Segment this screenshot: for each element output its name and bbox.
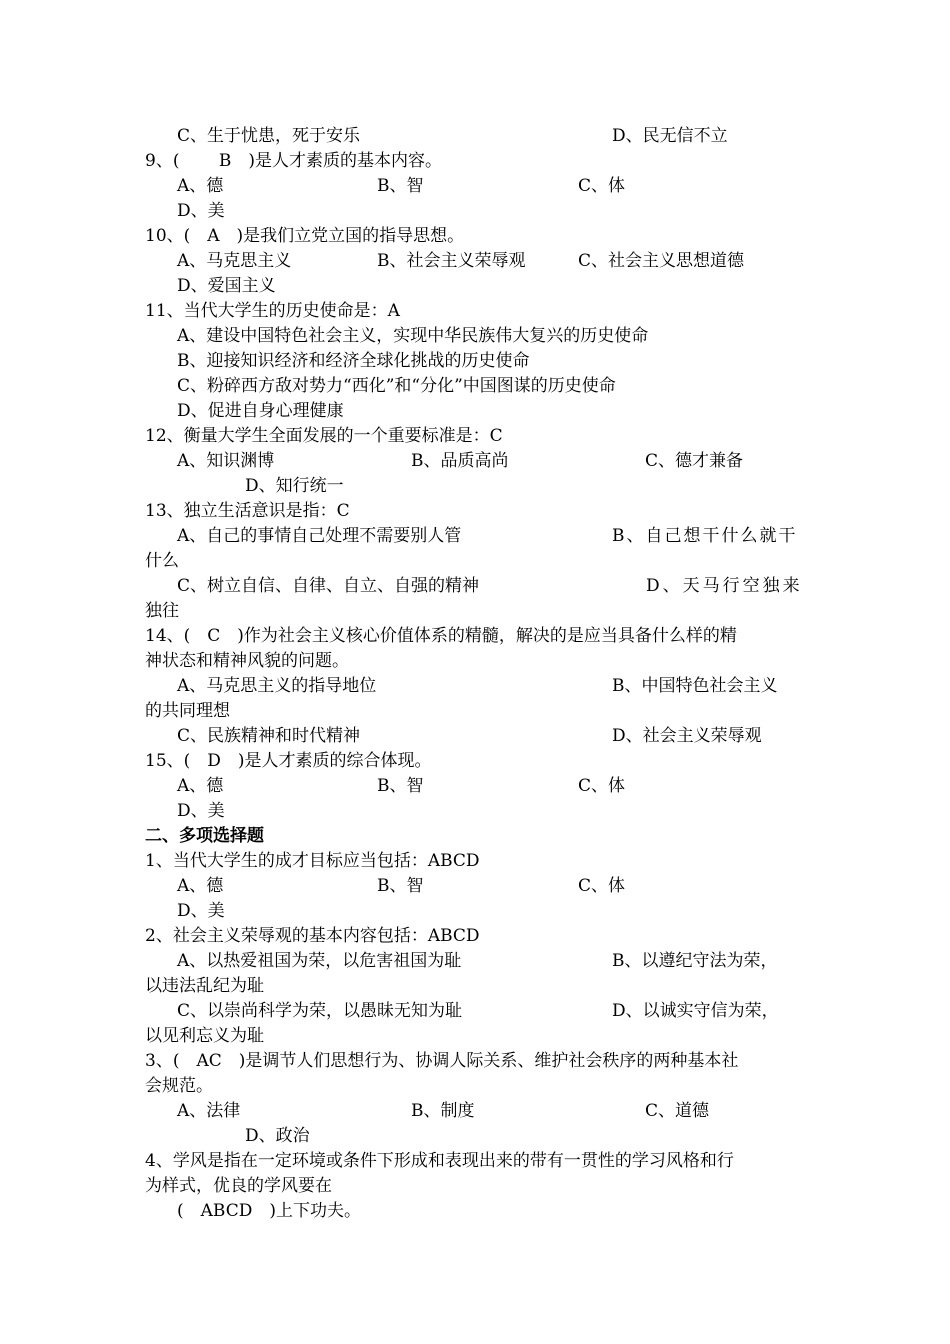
m4-stem: 4、学风是指在一定环境或条件下形成和表现出来的带有一贯性的学习风格和行 bbox=[145, 1151, 734, 1171]
q14-stem: 14、( C )作为社会主义核心价值体系的精髓，解决的是应当具备什么样的精 bbox=[145, 626, 737, 646]
m4-stem-answer: ( ABCD )上下功夫。 bbox=[177, 1201, 361, 1221]
q13-option-d-wrap: 独往 bbox=[145, 601, 179, 621]
q13-option-c: C、树立自信、自律、自立、自强的精神 bbox=[177, 576, 480, 596]
q8-option-c: C、生于忧患，死于安乐 bbox=[177, 126, 361, 146]
q12-option-c: C、德才兼备 bbox=[645, 451, 744, 471]
q13-options-row-1 bbox=[177, 524, 842, 549]
q11-option-d: D、促进自身心理健康 bbox=[177, 401, 344, 421]
m3-stem-wrap: 会规范。 bbox=[145, 1076, 213, 1096]
m3-option-b: B、制度 bbox=[411, 1101, 475, 1121]
q10-option-b: B、社会主义荣辱观 bbox=[377, 251, 526, 271]
m1-option-c: C、体 bbox=[578, 876, 626, 896]
m3-stem: 3、( AC )是调节人们思想行为、协调人际关系、维护社会秩序的两种基本社 bbox=[145, 1051, 739, 1071]
q14-options-row-1 bbox=[177, 674, 842, 699]
q14-option-c: C、民族精神和时代精神 bbox=[177, 726, 361, 746]
q15-options-row bbox=[177, 774, 842, 799]
section-heading: 二、多项选择题 bbox=[145, 826, 264, 846]
m3-option-c: C、道德 bbox=[645, 1101, 710, 1121]
q12-option-d: D、知行统一 bbox=[245, 476, 344, 496]
m2-option-d: D、以诚实守信为荣， bbox=[612, 1001, 779, 1021]
q10-option-a: A、马克思主义 bbox=[177, 251, 292, 271]
q12-option-a: A、知识渊博 bbox=[177, 451, 275, 471]
m1-option-d: D、美 bbox=[177, 901, 225, 921]
q15-option-d: D、美 bbox=[177, 801, 225, 821]
q14-option-b-wrap: 的共同理想 bbox=[145, 701, 230, 721]
q14-stem-wrap: 神状态和精神风貌的问题。 bbox=[145, 651, 349, 671]
q12-stem: 12、衡量大学生全面发展的一个重要标准是：C bbox=[145, 426, 503, 446]
q9-option-b: B、智 bbox=[377, 176, 424, 196]
m2-options-row-2 bbox=[177, 999, 842, 1024]
q13-option-a: A、自己的事情自己处理不需要别人管 bbox=[177, 526, 462, 546]
q8-options-row bbox=[177, 124, 842, 149]
m1-option-a: A、德 bbox=[177, 876, 224, 896]
m2-option-a: A、以热爱祖国为荣，以危害祖国为耻 bbox=[177, 951, 462, 971]
m2-option-b-wrap: 以违法乱纪为耻 bbox=[145, 976, 264, 996]
q9-stem: 9、( B )是人才素质的基本内容。 bbox=[145, 151, 442, 171]
q11-stem: 11、当代大学生的历史使命是：A bbox=[145, 301, 400, 321]
q9-options-row bbox=[177, 174, 842, 199]
m2-stem: 2、社会主义荣辱观的基本内容包括：ABCD bbox=[145, 926, 480, 946]
m3-option-a: A、法律 bbox=[177, 1101, 241, 1121]
q15-stem: 15、( D )是人才素质的综合体现。 bbox=[145, 751, 432, 771]
m2-option-b: B、以遵纪守法为荣， bbox=[612, 951, 778, 971]
q12-options-row bbox=[177, 449, 842, 474]
q13-options-row-2 bbox=[177, 574, 842, 599]
q13-option-d: D、天马行空独来 bbox=[646, 576, 803, 596]
q14-option-d: D、社会主义荣辱观 bbox=[612, 726, 762, 746]
m4-stem-wrap: 为样式，优良的学风要在 bbox=[145, 1176, 332, 1196]
q12-option-b: B、品质高尚 bbox=[411, 451, 509, 471]
q11-option-c: C、粉碎西方敌对势力“西化”和“分化”中国图谋的历史使命 bbox=[177, 376, 616, 396]
q8-option-d: D、民无信不立 bbox=[612, 126, 728, 146]
q11-option-a: A、建设中国特色社会主义，实现中华民族伟大复兴的历史使命 bbox=[177, 326, 649, 346]
q13-stem: 13、独立生活意识是指：C bbox=[145, 501, 350, 521]
q10-options-row bbox=[177, 249, 842, 274]
q14-options-row-2 bbox=[177, 724, 842, 749]
q11-option-b: B、迎接知识经济和经济全球化挑战的历史使命 bbox=[177, 351, 530, 371]
m1-stem: 1、当代大学生的成才目标应当包括：ABCD bbox=[145, 851, 480, 871]
m1-option-b: B、智 bbox=[377, 876, 424, 896]
m2-option-d-wrap: 以见利忘义为耻 bbox=[145, 1026, 264, 1046]
m3-option-d: D、政治 bbox=[245, 1126, 310, 1146]
m1-options-row bbox=[177, 874, 842, 899]
m2-options-row-1 bbox=[177, 949, 842, 974]
q14-option-b: B、中国特色社会主义 bbox=[612, 676, 778, 696]
q14-option-a: A、马克思主义的指导地位 bbox=[177, 676, 377, 696]
q9-option-d: D、美 bbox=[177, 201, 225, 221]
m3-options-row bbox=[177, 1099, 842, 1124]
q10-option-c: C、社会主义思想道德 bbox=[578, 251, 745, 271]
q9-option-a: A、德 bbox=[177, 176, 224, 196]
q10-option-d: D、爱国主义 bbox=[177, 276, 276, 296]
q15-option-b: B、智 bbox=[377, 776, 424, 796]
m2-option-c: C、以崇尚科学为荣，以愚昧无知为耻 bbox=[177, 1001, 463, 1021]
q15-option-c: C、体 bbox=[578, 776, 626, 796]
q10-stem: 10、( A )是我们立党立国的指导思想。 bbox=[145, 226, 465, 246]
q15-option-a: A、德 bbox=[177, 776, 224, 796]
q9-option-c: C、体 bbox=[578, 176, 626, 196]
q13-option-b: B、自己想干什么就干 bbox=[612, 526, 798, 546]
q13-option-b-wrap: 什么 bbox=[145, 551, 179, 571]
